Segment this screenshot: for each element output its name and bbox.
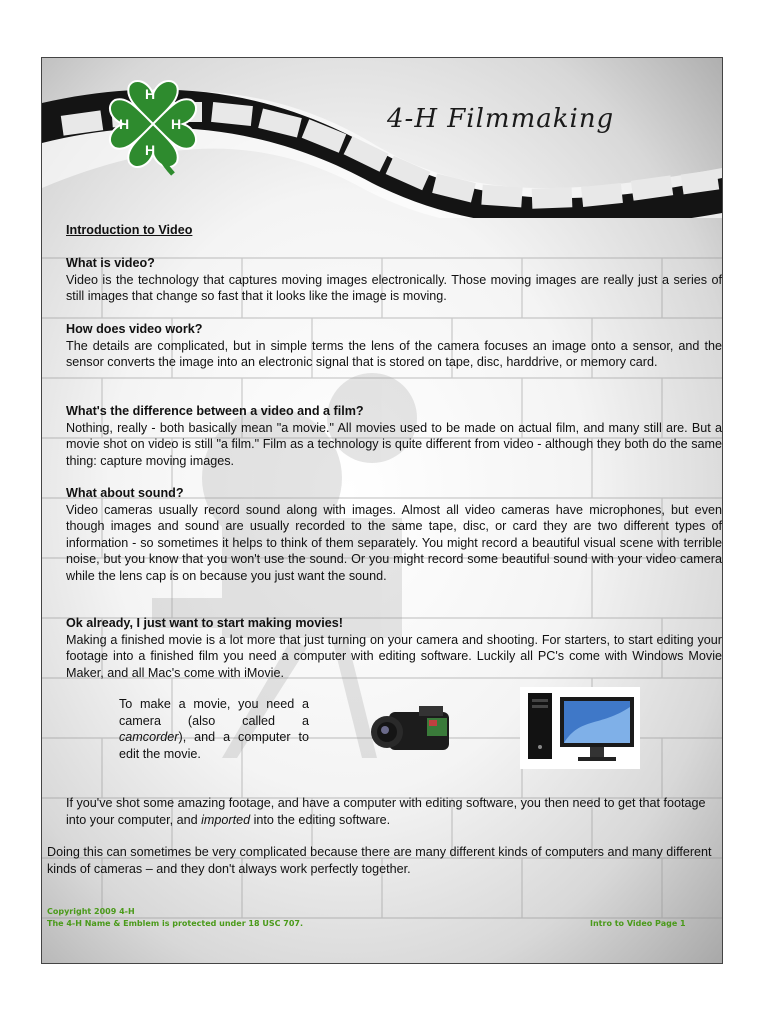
page-title: 4-H Filmmaking (387, 104, 615, 134)
camcorder-image (367, 698, 462, 760)
import-paragraph-emphasis: imported (201, 812, 251, 827)
clover-letter: H (145, 142, 156, 158)
clover-letter: H (119, 116, 130, 132)
import-paragraph-text: If you've shot some amazing footage, and have a computer with editing software, you then need to get that footage into your computer, and (66, 796, 706, 827)
clover-letter: H (171, 116, 182, 132)
section-heading: What is video? (66, 256, 155, 270)
section-body: Making a finished movie is a lot more that just turning on your camera and shooting. For starters, to start editing your footage into a finished film you need a computer with editing software. Luckily all PC's come with Windows Movie Maker, and all Mac's come with iMovie. (66, 632, 722, 680)
compatibility-paragraph: Doing this can sometimes be very complicated because there are many different kinds of computers and many different kinds of cameras – and they don't always work perfectly together. (47, 845, 712, 876)
section-how-video-works (66, 321, 722, 371)
equipment-note-text: ), and a computer to edit the movie. (119, 730, 309, 761)
section-body: Nothing, really - both basically mean "a movie." All movies used to be made on actual film, and many still are. But a movie shot on video is still "a film." Film as a technology is quite different from video - although they both do the same thing: capture moving images. (66, 420, 722, 468)
desktop-computer-image (520, 687, 640, 769)
import-paragraph-text: into the editing software. (250, 812, 391, 827)
equipment-note-text: To make a movie, you need a camera (also called a (119, 697, 309, 728)
section-video-vs-film (66, 403, 722, 469)
clover-logo (107, 78, 199, 176)
section-body: The details are complicated, but in simple terms the lens of the camera focuses an image onto a sensor, and the sensor converts the image into an electronic signal that is stored on tape, disc, harddrive, or memory card. (66, 338, 722, 370)
section-heading: What's the difference between a video and a film? (66, 404, 364, 418)
clover-letter: H (145, 86, 156, 102)
section-heading: How does video work? (66, 322, 203, 336)
import-paragraph (66, 795, 722, 828)
equipment-note (119, 696, 309, 762)
section-what-is-video (66, 255, 722, 305)
section-heading: What about sound? (66, 486, 184, 500)
equipment-note-emphasis: camcorder (119, 730, 179, 745)
footer-emblem-notice: The 4-H Name & Emblem is protected under 18 USC 707. (47, 919, 304, 928)
section-body: Video is the technology that captures moving images electronically. Those moving images are really just a series of still images that change so fast that it looks like the image is moving. (66, 272, 722, 304)
section-heading: Ok already, I just want to start making movies! (66, 616, 343, 630)
section-start-making-movies (66, 615, 722, 681)
section-about-sound (66, 485, 722, 585)
section-body: Video cameras usually record sound along with images. Almost all video cameras have microphones, but even though images and sound are usually recorded to the same tape, disc, or card they are two different types of information - so sometimes it helps to think of them separately. You might record a beautiful visual scene with terrible noise, but you know that you won't use the sound. Or you might record some beautiful sound with your video camera while the lens cap is on because you just want the sound. (66, 502, 722, 583)
document-page (41, 57, 723, 964)
section-title: Introduction to Video (66, 223, 193, 237)
footer-copyright: Copyright 2009 4-H (47, 907, 135, 916)
footer-page-number: Intro to Video Page 1 (590, 919, 686, 928)
